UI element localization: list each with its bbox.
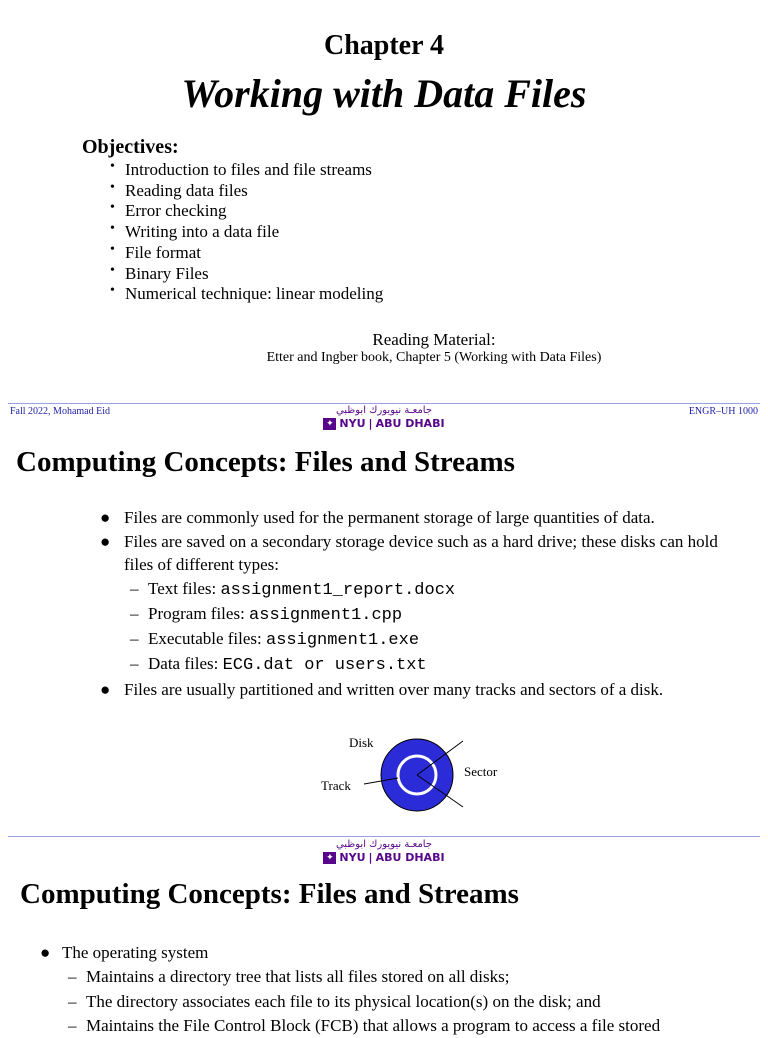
objective-item: • Reading data files [110, 181, 383, 202]
objective-item: • Writing into a data file [110, 222, 383, 243]
nyuad-logo: جامعـة نيويورك ابوظبي ✦ NYU | ABU DHABI [0, 839, 768, 864]
nyuad-logo: جامعـة نيويورك ابوظبي ✦ NYU | ABU DHABI [0, 405, 768, 430]
bullet-item: ● The operating system [40, 943, 209, 962]
objective-item: • File format [110, 243, 383, 264]
objective-item: • Numerical technique: linear modeling [110, 284, 383, 305]
slide-2-title: Computing Concepts: Files and Streams [16, 446, 515, 478]
slide-divider [8, 403, 760, 404]
objective-item: • Error checking [110, 201, 383, 222]
objective-item: • Binary Files [110, 264, 383, 285]
torch-icon: ✦ [323, 418, 336, 430]
footer-author: Fall 2022, Mohamad Eid [10, 406, 110, 417]
logo-nyu: NYU [339, 417, 366, 430]
disk-label: Disk [349, 735, 374, 750]
bullet-item: ● Files are usually partitioned and written over many tracks and sectors of a disk. [100, 680, 664, 699]
torch-icon: ✦ [323, 852, 336, 864]
chapter-title: Working with Data Files [181, 71, 587, 116]
objectives-heading: Objectives: [82, 136, 179, 158]
sector-label: Sector [464, 764, 498, 779]
logo-arabic: جامعـة نيويورك ابوظبي [335, 405, 433, 416]
file-type-item: – Data files: ECG.dat or users.txt [130, 654, 427, 675]
slide-divider [8, 836, 760, 837]
slide-3-title: Computing Concepts: Files and Streams [20, 878, 519, 910]
logo-abu-dhabi: ABU DHABI [375, 851, 445, 864]
objectives-list [110, 160, 383, 305]
sub-bullet-item: – Maintains the File Control Block (FCB) that allows a program to access a file stored [68, 1016, 661, 1035]
objective-item: • Introduction to files and file streams [110, 160, 383, 181]
file-type-item: – Executable files: assignment1.exe [130, 629, 420, 650]
logo-nyu: NYU [339, 851, 366, 864]
footer-course: ENGR–UH 1000 [688, 406, 758, 417]
file-type-item: – Program files: assignment1.cpp [130, 604, 403, 625]
logo-arabic: جامعـة نيويورك ابوظبي [335, 839, 433, 850]
reading-source: Etter and Ingber book, Chapter 5 (Working with Data Files) [266, 350, 602, 365]
bullet-item: ● Files are commonly used for the permanent storage of large quantities of data. [100, 508, 655, 527]
track-label: Track [321, 778, 351, 793]
chapter-label: Chapter 4 [323, 30, 445, 61]
logo-abu-dhabi: ABU DHABI [375, 417, 445, 430]
reading-heading: Reading Material: [372, 330, 496, 349]
disk-diagram [300, 728, 520, 818]
bullet-item: ● Files are saved on a secondary storage device such as a hard drive; these disks can hold files of different types: [100, 532, 718, 574]
file-type-item: – Text files: assignment1_report.docx [130, 579, 456, 600]
sub-bullet-item: – Maintains a directory tree that lists all files stored on all disks; [68, 967, 510, 986]
slide-1 [0, 0, 768, 405]
sub-bullet-item: – The directory associates each file to its physical location(s) on the disk; and [68, 992, 601, 1011]
